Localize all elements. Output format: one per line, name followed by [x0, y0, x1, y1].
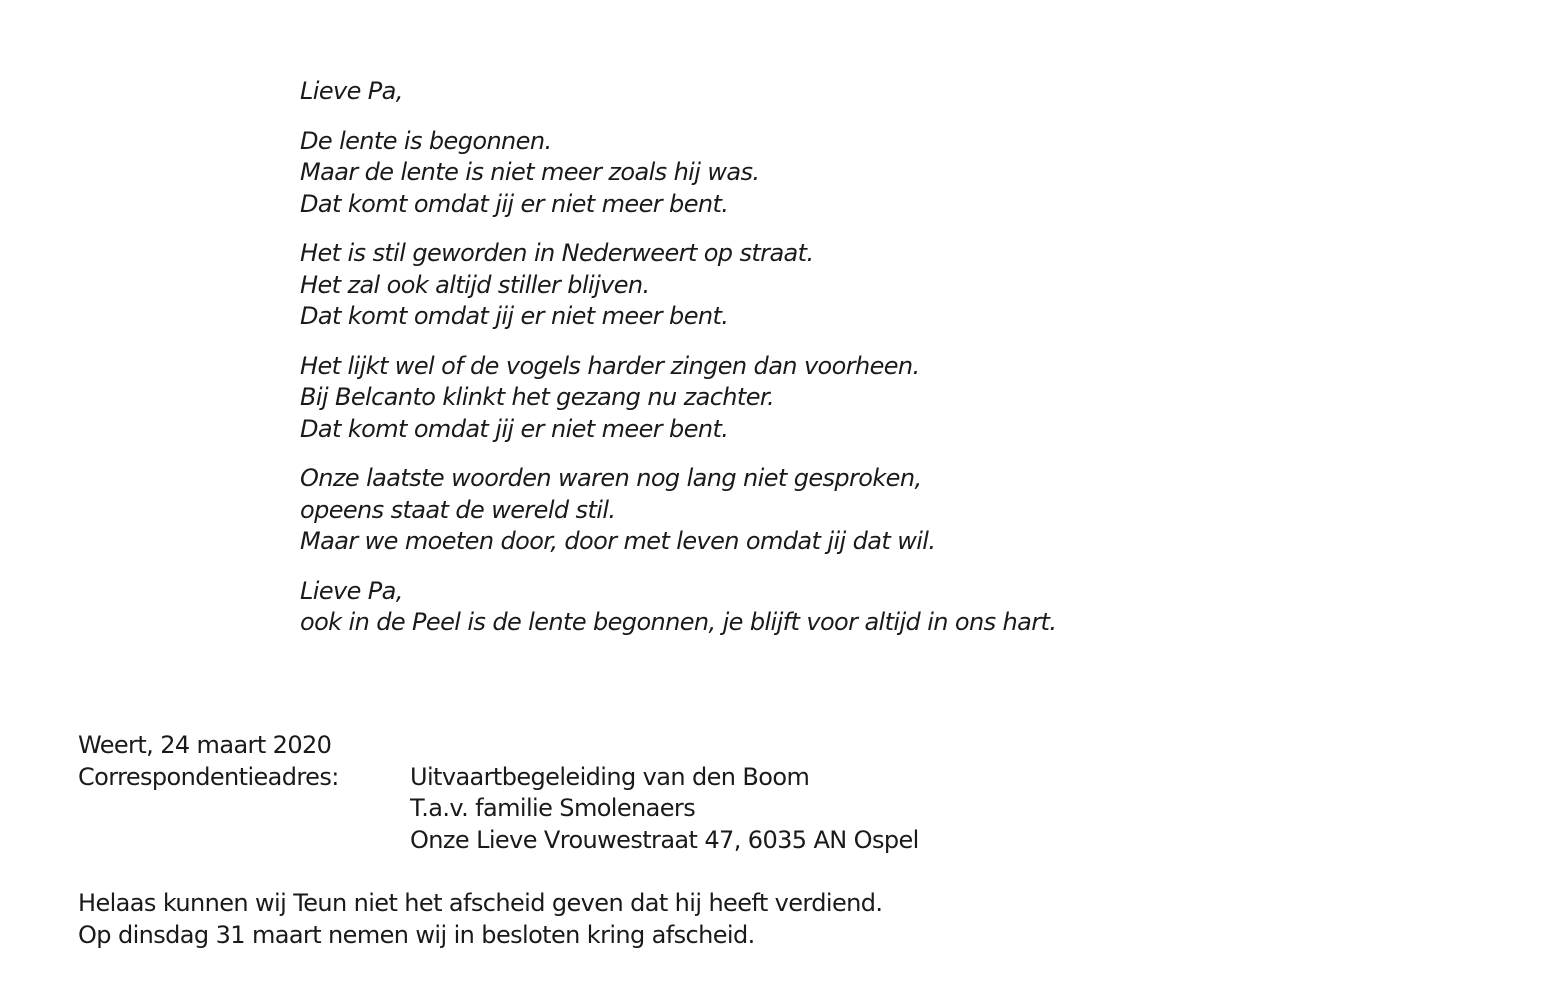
poem-line: Lieve Pa,: [300, 576, 403, 605]
poem-line: opeens staat de wereld stil.: [300, 495, 616, 524]
place-date: Weert, 24 maart 2020: [78, 731, 332, 759]
poem-line: De lente is begonnen.: [300, 126, 552, 155]
address-line: T.a.v. familie Smolenaers: [410, 794, 696, 822]
poem-line: Het is stil geworden in Nederweert op straat.: [300, 239, 814, 267]
poem-stanza: [300, 351, 1056, 446]
poem-line: Maar de lente is niet meer zoals hij was.: [300, 158, 760, 186]
funeral-notice: [78, 888, 919, 951]
poem-stanza: [300, 76, 1056, 108]
poem-line: Onze laatste woorden waren nog lang niet gesproken,: [300, 464, 922, 492]
poem: [300, 76, 1056, 657]
poem-line: Bij Belcanto klinkt het gezang nu zachter.: [300, 383, 774, 411]
address-line: Uitvaartbegeleiding van den Boom: [410, 762, 810, 791]
poem-line: Maar we moeten door, door met leven omdat jij dat wil.: [300, 527, 936, 555]
poem-line: Dat komt omdat jij er niet meer bent.: [300, 302, 729, 330]
poem-line: ook in de Peel is de lente begonnen, je blijft voor altijd in ons hart.: [300, 608, 1057, 636]
address-lines: [410, 762, 919, 857]
poem-line: Dat komt omdat jij er niet meer bent.: [300, 189, 729, 218]
notice-line: Helaas kunnen wij Teun niet het afscheid geven dat hij heeft verdiend.: [78, 889, 883, 917]
poem-stanza: [300, 576, 1056, 639]
address-label: Correspondentieadres:: [78, 762, 339, 791]
poem-line: Het zal ook altijd stiller blijven.: [300, 270, 650, 299]
poem-stanza: [300, 126, 1056, 221]
poem-stanza: [300, 463, 1056, 558]
correspondence-address: [78, 762, 919, 857]
poem-line: Het lijkt wel of de vogels harder zingen dan voorheen.: [300, 351, 920, 380]
footer: [78, 730, 919, 951]
address-line: Onze Lieve Vrouwestraat 47, 6035 AN Ospel: [410, 825, 919, 854]
notice-line: Op dinsdag 31 maart nemen wij in besloten kring afscheid.: [78, 920, 755, 949]
poem-stanza: [300, 238, 1056, 333]
poem-line: Lieve Pa,: [300, 77, 403, 105]
poem-line: Dat komt omdat jij er niet meer bent.: [300, 414, 729, 443]
